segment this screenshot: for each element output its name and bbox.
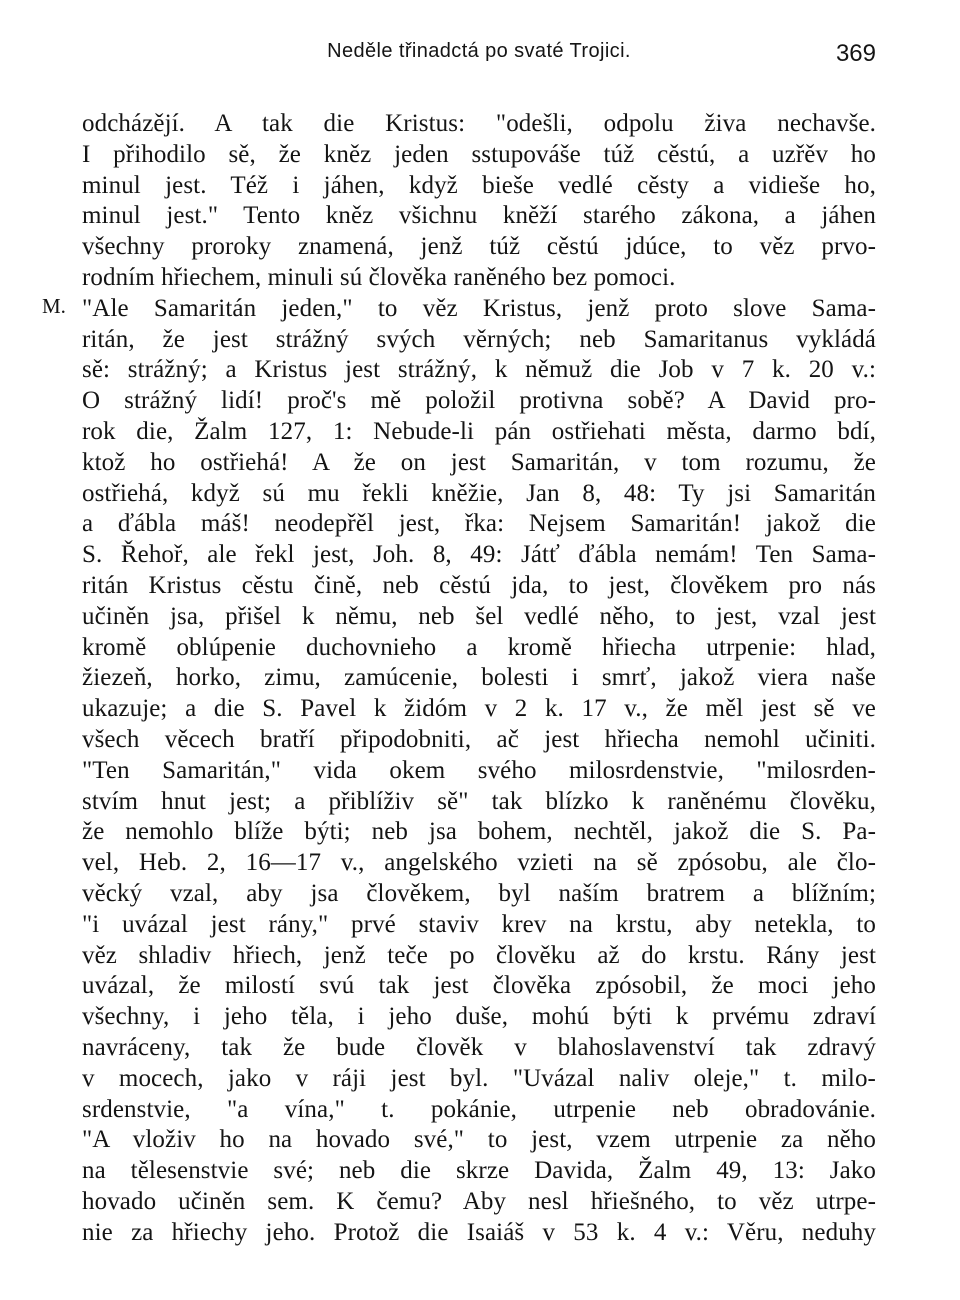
text-line: všechny proroky znamená, jenž túž cěstú jdúce, to věz prvo- (82, 233, 876, 261)
text-line: všech věcech bratří připodobniti, ač jest hřiecha nemohl učiniti. (82, 725, 876, 753)
text-line: "Ale Samaritán jeden," to věz Kristus, jenž proto slove Sama- (82, 294, 876, 322)
text-line: na tělesenstvie své; neb die skrze Davida, Žalm 49, 13: Jako (82, 1157, 876, 1185)
text-line: hovado učiněn sem. K čemu? Aby nesl hřiešného, to věz utrpe- (82, 1187, 876, 1215)
text-line: odcházějí. A tak die Kristus: "odešli, odpolu živa nechavše. (82, 110, 876, 137)
text-line: "Ten Samaritán," vida okem svého milosrdenstvie, "milosrden- (82, 756, 876, 784)
text-line: srdenstvie, "a vína," t. pokánie, utrpenie neb obradovánie. (82, 1095, 876, 1123)
text-line: ostřiehá, když sú mu řekli kněžie, Jan 8, 48: Ty jsi Samaritán (82, 479, 876, 507)
text-line: rodním hřiechem, minuli sú člověka raněného bez pomoci. (82, 263, 676, 291)
text-line: věz shladiv hřiech, jenž teče po člověku až do krstu. Rány jest (82, 941, 876, 969)
text-line: O strážný lidí! proč's mě položil protivna sobě? A David pro- (82, 387, 876, 415)
text-line: minul jest." Tento kněz všichnu kněží starého zákona, a jáhen (82, 202, 876, 230)
text-line: učiněn jsa, přišel k němu, neb šel vedlé něho, to jest, vzal jest (82, 602, 876, 630)
text-line: minul jest. Též i jáhen, když bieše vedlé cěsty a vidieše ho, (82, 171, 876, 199)
margin-mark: M. (42, 294, 66, 318)
text-line: vel, Heb. 2, 16—17 v., angelského vzieti na sě zpósobu, ale člo- (82, 849, 876, 877)
text-line: navráceny, tak že bude člověk v blahoslavenství tak zdravý (82, 1033, 876, 1061)
text-line: v mocech, jako v ráji jest byl. "Uvázal naliv oleje," t. milo- (82, 1064, 876, 1092)
text-line: věcký vzal, aby jsa člověkem, byl naším bratrem a blížním; (82, 879, 876, 907)
text-line: S. Řehoř, ale řekl jest, Joh. 8, 49: Játť ďábla nemám! Ten Sama- (82, 541, 876, 569)
text-line: ktož ho ostřiehá! A že on jest Samaritán, v tom rozumu, že (82, 448, 876, 476)
text-line: a ďábla máš! neodepřěl jest, řka: Nejsem Samaritán! jakož die (82, 510, 876, 538)
running-title: Neděle třinadctá po svaté Trojici. (327, 40, 631, 62)
text-line: uvázal, že milostí svú tak jest člověka zpósobil, že moci jeho (82, 972, 876, 1000)
text-line: "i uvázal jest rány," prvé staviv krev na krstu, aby netekla, to (82, 910, 876, 938)
text-line: ukazuje; a die S. Pavel k židóm v 2 k. 17 v., že měl jest sě ve (82, 695, 876, 723)
text-line: rok die, Žalm 127, 1: Nebude-li pán ostřiehati města, darmo bdí, (82, 417, 876, 445)
text-line: nie za hřiechy jeho. Protož die Isaiáš v 53 k. 4 v.: Věru, neduhy (82, 1218, 876, 1246)
running-head (82, 36, 876, 70)
text-line: sě: strážný; a Kristus jest strážný, k němuž die Job v 7 k. 20 v.: (82, 356, 876, 384)
text-line: kromě oblúpenie duchovnieho a kromě hřiecha utrpenie: hlad, (82, 633, 876, 661)
text-line: "A vloživ ho na hovado své," to jest, vzem utrpenie za něho (82, 1126, 876, 1154)
body-text (82, 109, 876, 1248)
text-line: žiezeň, horko, zimu, zamúcenie, bolesti i smrť, jakož viera naše (82, 664, 876, 692)
text-line: ritán Kristus cěstu čině, neb cěstú jda, to jest, člověkem pro nás (82, 571, 876, 599)
text-line: I přihodilo sě, že kněz jeden sstupováše túž cěstú, a uzřěv ho (82, 140, 876, 168)
text-line: ritán, že jest strážný svých věrných; neb Samaritanus vykládá (82, 325, 876, 353)
text-line: stvím hnut jest; a přiblíživ sě" tak blízko k raněnému člověku, (82, 787, 876, 815)
text-line: všechny, i jeho těla, i jeho duše, mohú býti k prvému zdraví (82, 1003, 876, 1031)
page-number: 369 (835, 40, 876, 67)
text-line: že nemohlo blíže býti; neb jsa bohem, nechtěl, jakož die S. Pa- (82, 818, 876, 846)
